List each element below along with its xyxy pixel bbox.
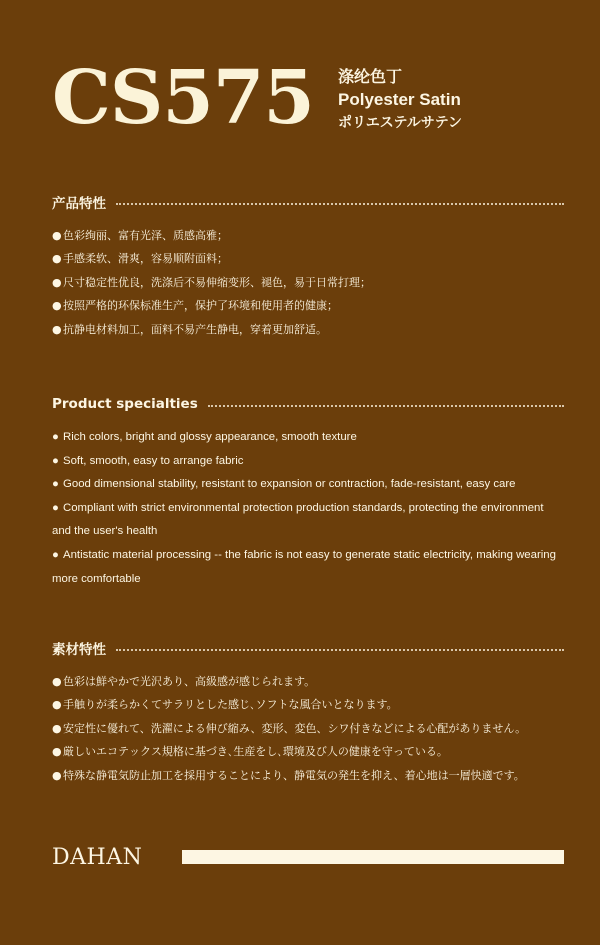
bullet-icon: ● <box>52 675 62 688</box>
list-item <box>52 271 564 294</box>
list-item <box>52 717 564 740</box>
list-item-text: Compliant with strict environmental protection production standards, protecting the environment and the user's health <box>52 501 544 538</box>
bullet-icon: ● <box>52 252 62 266</box>
bullet-icon: ● <box>52 299 62 313</box>
product-header <box>52 55 572 148</box>
list-item <box>52 294 564 317</box>
list-item-text: 安定性に優れて、洗濯による伸び縮み、変形、変色、シワ付きなどによる心配がありません。 <box>63 721 527 735</box>
product-name-english: Polyester Satin <box>338 90 461 109</box>
list-item <box>52 473 564 497</box>
list-item-text: 手感柔软、滑爽，容易顺附面料； <box>63 252 228 266</box>
section-title: 产品特性 <box>52 196 106 212</box>
list-item-text: 厳しいエコテックス規格に基づき､生産をし､環境及び人の健康を守っている。 <box>63 745 448 759</box>
list-item <box>52 247 564 270</box>
list-item-text: 特殊な静電気防止加工を採用することにより、静電気の発生を抑え、着心地は一層快適です。 <box>63 768 525 782</box>
list-item-text: 色彩は鮮やかで光沢あり、高級感が感じられます。 <box>63 675 316 688</box>
list-item <box>52 693 564 716</box>
list-item-text: Antistatic material processing -- the fabric is not easy to generate static electricity, making wearing more comfortable <box>52 548 556 585</box>
list-item-text: 按照严格的环保标准生产，保护了环境和使用者的健康； <box>63 299 338 313</box>
product-code: CS575 <box>52 55 314 141</box>
bullet-icon: ● <box>52 698 62 712</box>
bullet-icon: ● <box>52 454 59 467</box>
list-item-text: 尺寸稳定性优良，洗涤后不易伸缩变形、褪色，易于日常打理； <box>63 275 371 289</box>
list-item-text: 抗静电材料加工，面料不易产生静电，穿着更加舒适。 <box>63 322 327 336</box>
section-header <box>52 394 564 414</box>
section-english <box>52 394 564 591</box>
bullet-icon: ● <box>52 322 62 336</box>
bullet-icon: ● <box>52 275 62 289</box>
section-title: 素材特性 <box>52 642 106 658</box>
footer-bar <box>182 850 564 864</box>
section-title: Product specialties <box>52 396 198 412</box>
list-item <box>52 224 564 247</box>
list-item <box>52 544 564 591</box>
list-item <box>52 318 564 341</box>
list-item <box>52 764 564 787</box>
list-item-text: 手触りが柔らかくてサラリとした感じ､ソフトな風合いとなります。 <box>63 698 398 712</box>
list-item <box>52 740 564 763</box>
product-names <box>338 66 568 134</box>
bullet-icon: ● <box>52 478 59 491</box>
list-item <box>52 497 564 544</box>
section-japanese <box>52 638 564 787</box>
bullet-icon: ● <box>52 431 59 443</box>
dotted-divider <box>116 649 564 651</box>
list-item-text: Rich colors, bright and glossy appearance, smooth texture <box>63 431 357 443</box>
bullet-icon: ● <box>52 501 59 514</box>
section-header <box>52 638 564 658</box>
bullet-icon: ● <box>52 548 59 561</box>
list-item <box>52 426 564 450</box>
list-item-text: Good dimensional stability, resistant to expansion or contraction, fade-resistant, easy care <box>63 478 516 491</box>
section-header <box>52 192 564 212</box>
brand-logo: DAHAN <box>52 845 143 870</box>
bullet-icon: ● <box>52 721 62 735</box>
bullet-icon: ● <box>52 768 62 782</box>
list-item <box>52 450 564 474</box>
section-chinese <box>52 192 564 341</box>
product-name-chinese: 涤纶色丁 <box>338 67 403 86</box>
product-name-japanese: ポリエステルサテン <box>338 115 463 131</box>
bullet-icon: ● <box>52 229 62 242</box>
list-item-text: 色彩绚丽、富有光泽、质感高雅； <box>63 229 228 242</box>
footer <box>52 843 564 873</box>
dotted-divider <box>208 405 564 407</box>
list-item-text: Soft, smooth, easy to arrange fabric <box>63 454 244 467</box>
list-item <box>52 670 564 693</box>
bullet-icon: ● <box>52 745 62 759</box>
dotted-divider <box>116 203 564 205</box>
